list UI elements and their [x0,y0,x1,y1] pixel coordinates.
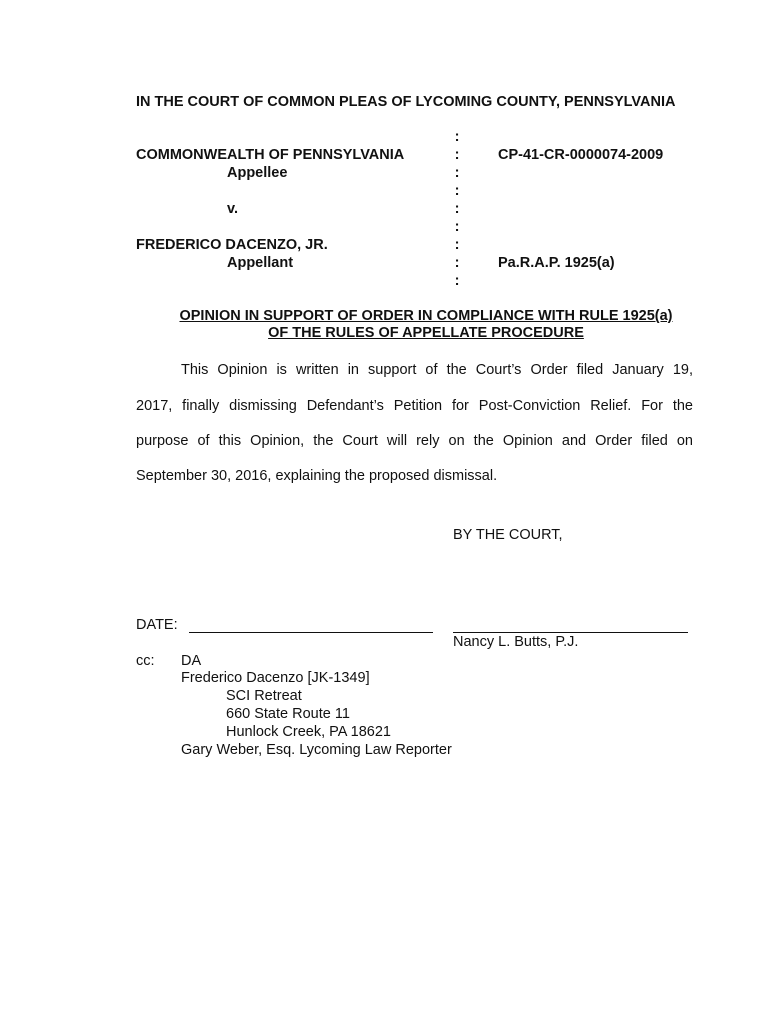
judge-name: Nancy L. Butts, P.J. [453,634,579,650]
cc-label: cc: [136,653,155,669]
party2-name: FREDERICO DACENZO, JR. [136,237,328,253]
body-line-1: This Opinion is written in support of the Court’s Order filed January 19, [181,362,693,378]
rule-citation: Pa.R.A.P. 1925(a) [498,255,615,271]
docket-number: CP-41-CR-0000074-2009 [498,147,664,163]
caption-colon: : [454,255,460,271]
caption-colon: : [454,147,460,163]
court-title: IN THE COURT OF COMMON PLEAS OF LYCOMING COUNTY, PENNSYLVANIA [136,94,676,110]
body-line-2: 2017, finally dismissing Defendant’s Petition for Post-Conviction Relief. For the [136,398,693,414]
opinion-heading-line2: OF THE RULES OF APPELLATE PROCEDURE [268,325,584,341]
caption-colon: : [454,219,460,235]
cc-address-line: SCI Retreat [226,688,302,704]
body-line-4: September 30, 2016, explaining the proposed dismissal. [136,468,498,484]
party1-name: COMMONWEALTH OF PENNSYLVANIA [136,147,405,163]
date-line [189,632,433,633]
caption-colon: : [454,165,460,181]
caption-colon: : [454,183,460,199]
signature-line [453,632,688,633]
body-line-3: purpose of this Opinion, the Court will rely on the Opinion and Order filed on [136,433,693,449]
cc-recipient-da: DA [181,653,202,669]
party2-role: Appellant [227,255,294,271]
cc-recipient-reporter: Gary Weber, Esq. Lycoming Law Reporter [181,742,452,758]
cc-address-line: Hunlock Creek, PA 18621 [226,724,391,740]
caption-colon: : [454,129,460,145]
by-the-court: BY THE COURT, [453,527,563,543]
date-label: DATE: [136,617,178,633]
caption-colon: : [454,201,460,217]
cc-address-line: 660 State Route 11 [226,706,350,722]
caption-colon: : [454,273,460,289]
party1-role: Appellee [227,165,288,181]
cc-recipient-defendant: Frederico Dacenzo [JK-1349] [181,670,370,686]
versus-label: v. [227,201,239,217]
caption-colon: : [454,237,460,253]
opinion-heading-line1: OPINION IN SUPPORT OF ORDER IN COMPLIANCE WITH RULE 1925(a) [179,308,673,324]
